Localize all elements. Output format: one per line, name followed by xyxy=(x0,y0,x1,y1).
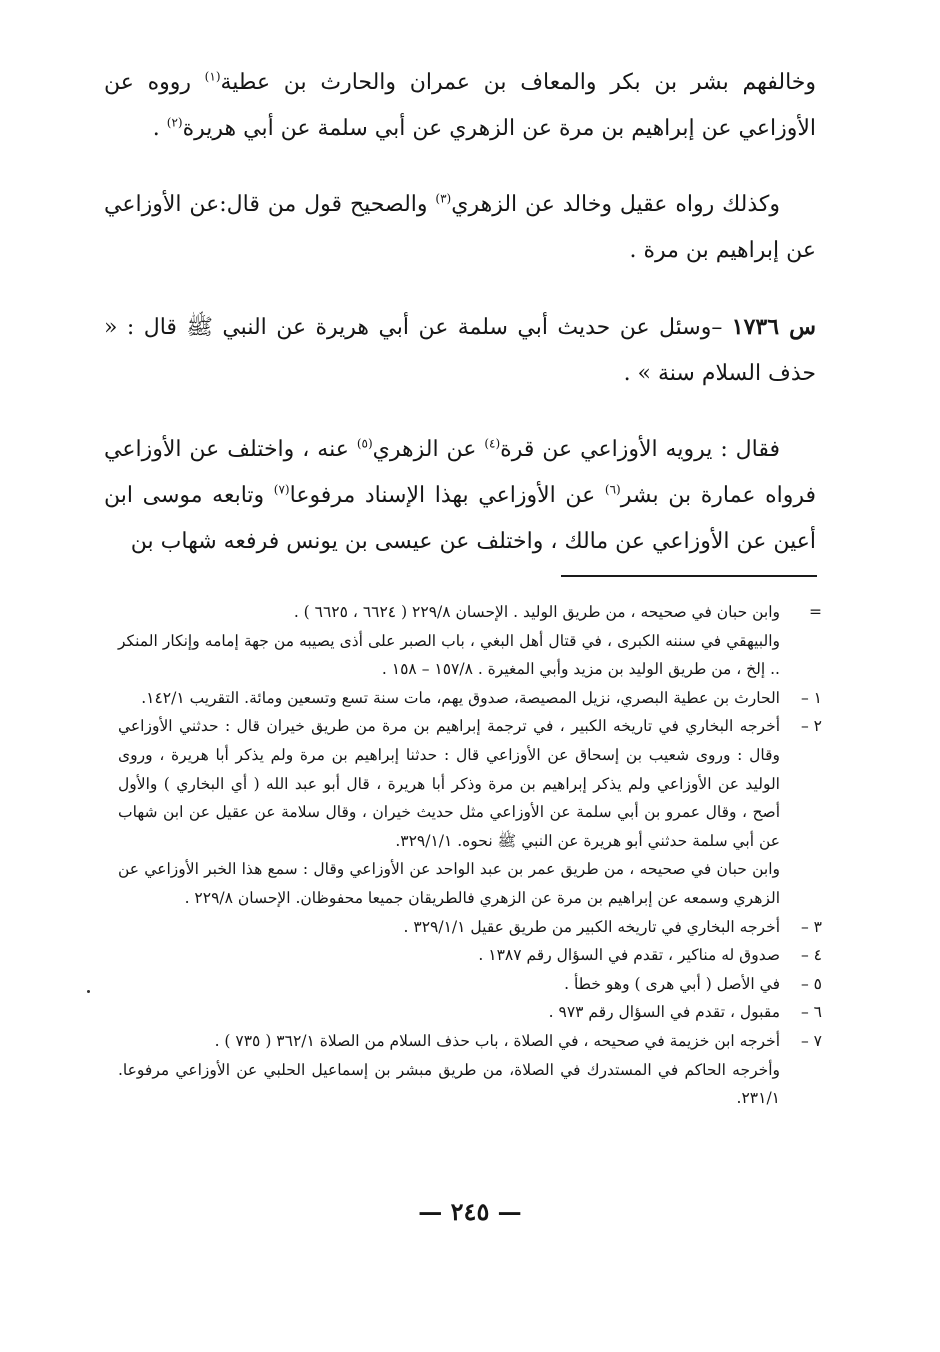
answer-paragraph xyxy=(104,427,816,565)
footnote-6 xyxy=(118,998,822,1027)
footnote-number: ٢ – xyxy=(800,717,822,736)
text-run: رووه عن الأوزاعي عن إبراهيم بن مرة عن الزهري عن أبي سلمة عن أبي هريرة xyxy=(104,70,816,141)
footnotes-block xyxy=(118,598,822,1113)
footnote-number: ٣ – xyxy=(800,917,822,936)
text-run: عنه ، واختلف عن الأوزاعي فرواه عمارة بن بشر xyxy=(104,437,816,508)
footnote-number: ٧ – xyxy=(800,1031,822,1050)
footnote-number: ١ – xyxy=(800,688,822,707)
footnote-text: وأخرجه الحاكم في المستدرك في الصلاة، من طريق مبشر بن إسماعيل الحلبي عن الأوزاعي مرفوعا. ٢٣١/١. xyxy=(118,1060,780,1108)
page-number: — ٢٤٥ — xyxy=(418,1197,522,1226)
paragraph-2 xyxy=(104,182,816,274)
footnote-ref[interactable]: (٣) xyxy=(435,191,452,206)
text-run: عن الأوزاعي بهذا الإسناد مرفوعا xyxy=(289,483,605,508)
footnote-text: أخرجه البخاري في تاريخه الكبير ، في ترجمة إبراهيم بن مرة من طريق خيران قال : حدثني الأوزاعي وقال : وروى شعيب بن إسحاق عن الأوزاعي قال : حدثنا إبراهيم بن مرة ولم يذكر أبا هريرة ، وروى الوليد عن الأوزاعي ولم يذكر إبراهيم بن مرة وذكر أبا هريرة ، قال أبو عبد الله ( أي البخاري ) والأول أصح ، وقال عمرو بن أبي سلمة عن الأوزاعي مثل حديث خيران ، وقال سلامة عن عقيل عن ابن شهاب عن أبي سلمة حدثني أبو هريرة عن النبي ﷺ نحوه. ٣٢٩/١/١. xyxy=(118,717,780,850)
footnote-number: ٤ – xyxy=(800,946,822,965)
footnote-text: صدوق له مناكير ، تقدم في السؤال رقم ١٣٨٧ . xyxy=(478,946,780,965)
footnote-ref[interactable]: (٦) xyxy=(604,482,621,497)
question-paragraph xyxy=(104,304,816,397)
footnote-text: والبيهقي في سننه الكبرى ، في قتال أهل البغي ، باب الصبر على أذى يصيبه من جهة إمامه وإنكار المنكر .. إلخ ، من طريق الوليد بن مزيد وأبي المغيرة . ١٥٧/٨ – ١٥٨ . xyxy=(118,631,780,679)
footnote-number: = xyxy=(809,603,822,621)
footnote-3 xyxy=(118,913,822,942)
footnote-4 xyxy=(118,941,822,970)
footnote-text: وابن حبان في صحيحه ، من طريق عمر بن عبد الواحد عن الأوزاعي وقال : سمع هذا الخبر الأوزاعي عن الزهري وسمعه عن إبراهيم بن مرة عن الزهري فالطريقان جميعا محفوظان. الإحسان ٢٢٩/٨ . xyxy=(118,860,780,907)
text-run: عن الزهري xyxy=(372,437,485,462)
text-run: فقال : يرويه الأوزاعي عن قرة xyxy=(500,437,781,462)
main-text-block xyxy=(104,60,816,595)
footnote-ref[interactable]: (٢) xyxy=(166,115,183,130)
footnote-text: الحارث بن عطية البصري، نزيل المصيصة، صدوق يهم، مات سنة تسع وتسعين ومائة. التقريب ١٤٢/١. xyxy=(141,688,780,707)
footnote-text: مقبول ، تقدم في السؤال رقم ٩٧٣ . xyxy=(548,1003,780,1022)
scan-speck xyxy=(87,990,90,993)
text-run: وخالفهم بشر بن بكر والمعاف بن عمران والحارث بن عطية xyxy=(220,70,816,95)
text-run: والصحيح قول من قال:عن الأوزاعي عن إبراهيم بن مرة . xyxy=(104,192,816,263)
footnote-text: أخرجه البخاري في تاريخه الكبير من طريق عقيل ٣٢٩/١/١ . xyxy=(403,917,780,936)
footnote-2 xyxy=(118,712,822,912)
footnote-number: ٦ – xyxy=(800,1003,822,1022)
footnote-ref[interactable]: (١) xyxy=(204,69,221,84)
footnote-5 xyxy=(118,970,822,999)
footnote-text: أخرجه ابن خزيمة في صحيحه ، في الصلاة ، باب حذف السلام من الصلاة ٣٦٢/١ ( ٧٣٥ ) . xyxy=(214,1031,780,1050)
text-run: وكذلك رواه عقيل وخالد عن الزهري xyxy=(451,192,780,217)
paragraph-1 xyxy=(104,60,816,152)
footnote-text: وابن حبان في صحيحه ، من طريق الوليد . الإحسان ٢٢٩/٨ ( ٦٦٢٤ ، ٦٦٢٥ ) . xyxy=(293,603,780,621)
footnote-ref[interactable]: (٧) xyxy=(273,482,290,497)
footnote-7 xyxy=(118,1027,822,1113)
text-run: –وسئل عن حديث أبي سلمة عن أبي هريرة عن النبي ﷺ قال : « حذف السلام سنة » . xyxy=(104,315,816,386)
footnote-ref[interactable]: (٥) xyxy=(356,436,373,451)
footnote-text: في الأصل ( أبي هرى ) وهو خطأ . xyxy=(564,974,780,993)
footnote-1 xyxy=(118,684,822,713)
footnote-divider xyxy=(561,575,817,577)
text-run: . xyxy=(152,116,167,141)
footnote-number: ٥ – xyxy=(800,974,822,993)
footnote-continuation xyxy=(118,598,822,684)
footnote-ref[interactable]: (٤) xyxy=(484,436,501,451)
question-number: س ١٧٣٦ xyxy=(731,314,816,340)
text-run: وتابعه موسى ابن أعين عن الأوزاعي عن مالك ، واختلف عن عيسى بن يونس فرفعه شهاب بن xyxy=(104,483,816,554)
